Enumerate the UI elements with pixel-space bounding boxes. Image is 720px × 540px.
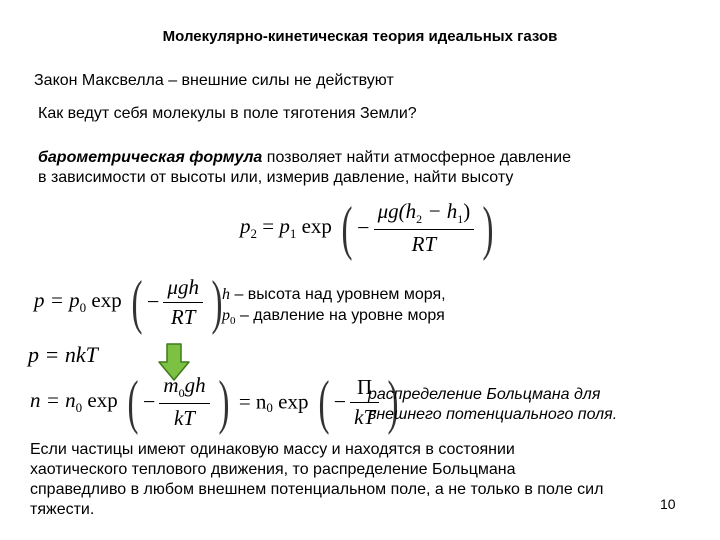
legend-h-text: – высота над уровнем моря, <box>230 286 446 303</box>
right-paren: ) <box>387 369 399 435</box>
question-text: Как ведут себя молекулы в поле тяготения Земли? <box>38 105 417 122</box>
barometric-paragraph <box>38 148 578 188</box>
boltzmann-note: распределение Больцмана для внешнего потенциального поля. <box>368 386 618 423</box>
formula-n-fraction2: $\frac{П}{kT}$ <box>350 375 379 430</box>
right-paren: ) <box>218 369 230 435</box>
formula-n-sub0b: 0 <box>266 400 273 415</box>
formula-p2-p1: p <box>279 213 290 238</box>
legend-p0-text: – давление на уровне моря <box>235 307 445 324</box>
legend-p0-sub: 0 <box>230 315 236 328</box>
formula-p-lhs: p = p <box>34 287 80 312</box>
formula-n-fraction1: $\frac{m_0gh}{kT}$ <box>159 373 209 431</box>
barometric-text: позволяет найти атмосферное давление в зависимости от высоты или, измерив давление, найти высоту <box>38 149 571 186</box>
formula-p2-lhs-sub: 2 <box>250 226 257 241</box>
legend-p0 <box>222 306 445 331</box>
formula-p-exp: exp <box>86 287 122 312</box>
slide-title: Молекулярно-кинетическая теория идеальных газов <box>162 28 558 45</box>
formula-n-sub0: 0 <box>75 400 83 415</box>
formula-p2-p1-sub: 1 <box>289 226 297 241</box>
right-paren: ) <box>482 195 494 261</box>
conclusion-paragraph: Если частицы имеют одинаковую массу и находятся в состоянии хаотического теплового движения, то распределение Больцмана справедливо в любом внешнем потенциальном поле, а не только в поле сил тяжести. <box>30 441 604 518</box>
formula-n-minus1: − <box>142 389 156 414</box>
formula-p <box>34 269 227 335</box>
legend-p0-symbol: p <box>222 307 230 324</box>
formula-pnkt: p = nkT <box>28 342 98 367</box>
formula-p2: $p_2 = p_1$ exp ( − $\frac{\mu g(h_2 - h_1)}{RT}$ ) <box>240 195 494 261</box>
formula-p-sub0: 0 <box>79 300 87 315</box>
formula-p2-fraction: $\frac{\mu g(h_2 - h_1)}{RT}$ <box>374 199 475 257</box>
barometric-term: барометрическая формула <box>38 149 263 166</box>
legend-h-symbol: h <box>222 286 230 303</box>
formula-p-fraction: $\frac{\text{μgh}}{RT}$ <box>163 275 203 330</box>
left-paren: ( <box>318 369 330 435</box>
formula-n-lhs: n = n <box>30 387 76 412</box>
formula-n-eq2: = n <box>238 389 267 414</box>
formula-n-exp1: exp <box>82 387 118 412</box>
right-paren: ) <box>211 269 223 335</box>
formula-p-minus: − <box>146 289 160 314</box>
subtitle: Закон Максвелла – внешние силы не действуют <box>34 72 394 89</box>
left-paren: ( <box>127 369 139 435</box>
formula-n <box>30 369 403 435</box>
formula-n-exp2: exp <box>272 389 309 414</box>
legend-h <box>222 285 446 305</box>
left-paren: ( <box>341 195 353 261</box>
formula-n-minus2: − <box>333 389 347 414</box>
formula-p2-eq: = <box>257 213 280 238</box>
formula-p2-exp: exp <box>296 213 332 238</box>
formula-p2-lhs: p <box>240 213 251 238</box>
left-paren: ( <box>131 269 143 335</box>
page-number: 10 <box>660 496 676 512</box>
